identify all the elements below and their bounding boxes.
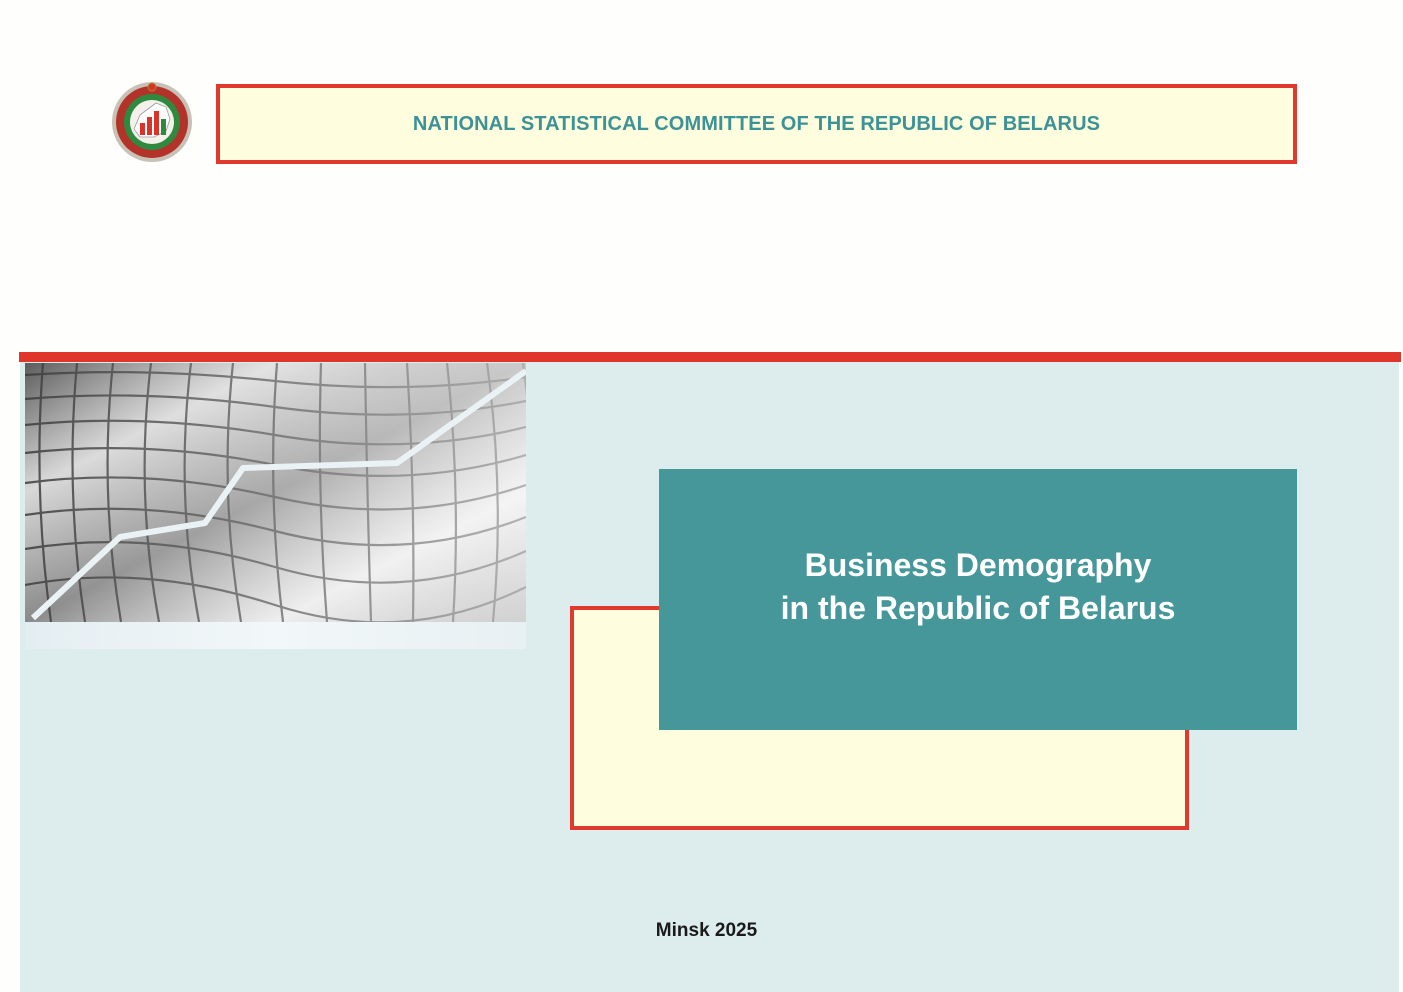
title-block [659,469,1297,730]
header-banner [216,84,1297,164]
place-year: Minsk 2025 [655,920,758,941]
title-line-1: Business Demography [804,546,1152,583]
red-divider [19,352,1401,362]
title-line-2: in the Republic of Belarus [780,589,1176,626]
belstat-emblem-icon [110,79,194,165]
organization-name: NATIONAL STATISTICAL COMMITTEE OF THE REPUBLIC OF BELARUS [412,112,1101,135]
grid-illustration [25,363,526,649]
